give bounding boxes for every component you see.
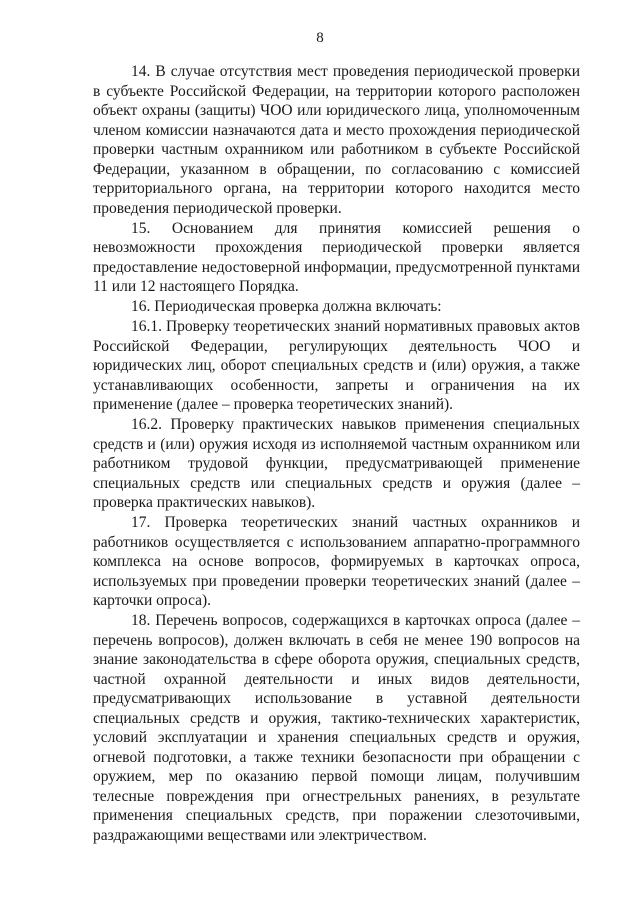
paragraph-17: 17. Проверка теоретических знаний частных охранников и работников осуществляется с использованием аппаратно-программного комплекса на основе вопросов, формируемых в карточках опроса, используемых при проведении проверки теоретических знаний (далее – карточки опроса). — [93, 514, 580, 609]
document-body — [93, 62, 580, 846]
paragraph-16-1: 16.1. Проверку теоретических знаний нормативных правовых актов Российской Федерации, регулирующих деятельность ЧОО и юридических лиц, оборот специальных средств и (или) оружия, а также устанавливающих особенности, запреты и ограничения на их применение (далее – проверка теоретических знаний). — [93, 318, 580, 413]
paragraph-15: 15. Основанием для принятия комиссией решения о невозможности прохождения периодической проверки является предоставление недостоверной информации, предусмотренной пунктами 11 или 12 настоящего Порядка. — [93, 219, 580, 295]
page-number: 8 — [316, 30, 324, 46]
paragraph-16-2: 16.2. Проверку практических навыков применения специальных средств и (или) оружия исходя из исполняемой частным охранником или работником трудовой функции, предусматривающей применение специальных средств или специальных средств и оружия (далее – проверка практических навыков). — [93, 416, 580, 511]
paragraph-16: 16. Периодическая проверка должна включать: — [131, 298, 442, 315]
paragraph-18: 18. Перечень вопросов, содержащихся в карточках опроса (далее – перечень вопросов), должен включать в себя не менее 190 вопросов на знание законодательства в сфере оборота оружия, специальных средств, частной охранной деятельности и иных видов деятельности, предусматривающих использование в уставной деятельности специальных средств и оружия, тактико-технических характеристик, условий эксплуатации и хранения специальных средств и оружия, огневой подготовки, а также техники безопасности при обращении с оружием, мер по оказанию первой помощи лицам, получившим телесные повреждения при огнестрельных ранениях, в результате применения специальных средств, при поражении слезоточивыми, раздражающими веществами или электричеством. — [93, 612, 580, 844]
paragraph-14: 14. В случае отсутствия мест проведения периодической проверки в субъекте Российской Федерации, на территории которого расположен объект охраны (защиты) ЧОО или юридического лица, уполномоченным членом комиссии назначаются дата и место прохождения периодической проверки частным охранником или работником в субъекте Российской Федерации, указанном в обращении, по согласованию с комиссией территориального органа, на территории которого находится место проведения периодической проверки. — [93, 63, 580, 217]
